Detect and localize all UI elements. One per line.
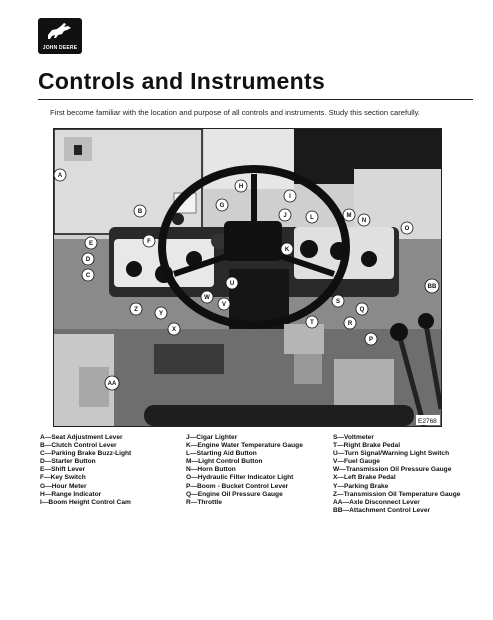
legend-item: Y—Parking Brake — [333, 482, 389, 490]
legend-item: U—Turn Signal/Warning Light Switch — [333, 450, 450, 458]
legend-item: W—Transmission Oil Pressure Gauge — [333, 466, 452, 474]
svg-text:R: R — [347, 321, 353, 327]
legend-item: Q—Engine Oil Pressure Gauge — [186, 490, 283, 498]
callout-BB — [425, 279, 439, 293]
svg-text:P: P — [368, 337, 374, 343]
svg-text:O: O — [404, 226, 410, 232]
svg-text:AA: AA — [107, 381, 117, 387]
legend-item: C—Parking Brake Buzz-Light — [40, 450, 132, 458]
legend-item: E—Shift Lever — [40, 466, 86, 474]
svg-text:C: C — [85, 273, 91, 279]
logo-text: JOHN DEERE — [42, 45, 78, 51]
legend-item: N—Horn Button — [186, 466, 236, 474]
callout-N — [358, 214, 370, 226]
callout-A — [54, 169, 66, 181]
legend-item: H—Range Indicator — [40, 490, 102, 498]
callout-V — [218, 298, 230, 310]
svg-text:I: I — [289, 194, 291, 200]
svg-text:J: J — [283, 213, 287, 219]
svg-text:N: N — [361, 218, 367, 224]
callout-AA — [105, 376, 119, 390]
callout-F — [143, 235, 155, 247]
legend-item: T—Right Brake Pedal — [333, 442, 401, 450]
svg-text:B: B — [137, 209, 143, 215]
callout-I — [284, 190, 296, 202]
photo-illustration — [54, 129, 441, 426]
callout-T — [306, 316, 318, 328]
svg-text:D: D — [85, 257, 91, 263]
callout-P — [365, 333, 377, 345]
svg-text:E: E — [88, 241, 94, 247]
callout-B — [134, 205, 146, 217]
callout-X — [168, 323, 180, 335]
svg-text:L: L — [310, 215, 314, 221]
title-rule — [38, 99, 473, 100]
callout-Y — [155, 307, 167, 319]
svg-text:H: H — [238, 184, 244, 190]
john-deere-logo — [38, 18, 82, 54]
legend-item: O—Hydraulic Filter Indicator Light — [186, 474, 294, 482]
svg-text:Z: Z — [134, 307, 138, 313]
legend-column-2 — [186, 434, 303, 507]
legend-item: A—Seat Adjustment Lever — [40, 434, 123, 441]
callout-E — [85, 237, 97, 249]
svg-text:U: U — [229, 281, 235, 287]
legend-item: P—Boom - Bucket Control Lever — [186, 482, 289, 490]
legend-item: R—Throttle — [186, 498, 222, 506]
legend-item: M—Light Control Button — [186, 458, 263, 466]
intro-text: First become familiar with the location and purpose of all controls and instruments. Study this section carefully. — [50, 108, 421, 117]
legend-item: Z—Transmission Oil Temperature Gauge — [333, 490, 461, 498]
callout-H — [235, 180, 247, 192]
svg-text:S: S — [335, 299, 341, 305]
callout-R — [344, 317, 356, 329]
legend-item: B—Clutch Control Lever — [40, 442, 117, 450]
legend-item: X—Left Brake Pedal — [333, 474, 396, 482]
legend-item: V—Fuel Gauge — [333, 458, 380, 466]
callout-O — [401, 222, 413, 234]
svg-text:M: M — [346, 213, 352, 219]
svg-text:K: K — [284, 247, 290, 253]
svg-text:A: A — [57, 173, 63, 179]
callout-C — [82, 269, 94, 281]
svg-text:Y: Y — [158, 311, 164, 317]
legend-item: S—Voltmeter — [333, 434, 374, 441]
svg-text:F: F — [147, 239, 151, 245]
callout-W — [201, 291, 213, 303]
callout-J — [279, 209, 291, 221]
legend-item: D—Starter Button — [40, 458, 96, 466]
svg-text:X: X — [171, 327, 177, 333]
legend-item: G—Hour Meter — [40, 482, 87, 490]
legend-item: J—Cigar Lighter — [186, 434, 238, 441]
svg-text:T: T — [310, 320, 314, 326]
callout-M — [343, 209, 355, 221]
legend-item: F—Key Switch — [40, 474, 86, 482]
callout-Z — [130, 303, 142, 315]
callout-K — [281, 243, 293, 255]
legend-item: BB—Attachment Control Lever — [333, 506, 431, 514]
figure-id: E2768 — [418, 418, 437, 425]
legend-item: AA—Axle Disconnect Lever — [333, 498, 420, 506]
svg-text:G: G — [219, 203, 225, 209]
page-title: Controls and Instruments — [38, 68, 326, 94]
legend-item: L—Starting Aid Button — [186, 450, 257, 458]
callout-L — [306, 211, 318, 223]
callout-G — [216, 199, 228, 211]
deer-icon — [46, 21, 74, 41]
callout-S — [332, 295, 344, 307]
svg-text:Q: Q — [359, 307, 365, 313]
legend-column-1 — [40, 434, 131, 507]
legend-item: K—Engine Water Temperature Gauge — [186, 442, 303, 450]
svg-text:V: V — [221, 302, 227, 308]
controls-photo — [53, 128, 442, 427]
svg-text:BB: BB — [427, 284, 437, 290]
legend-item: I—Boom Height Control Cam — [40, 498, 131, 506]
callout-Q — [356, 303, 368, 315]
callout-D — [82, 253, 94, 265]
callout-U — [226, 277, 238, 289]
legend-column-3 — [333, 434, 460, 515]
svg-text:W: W — [204, 295, 210, 301]
